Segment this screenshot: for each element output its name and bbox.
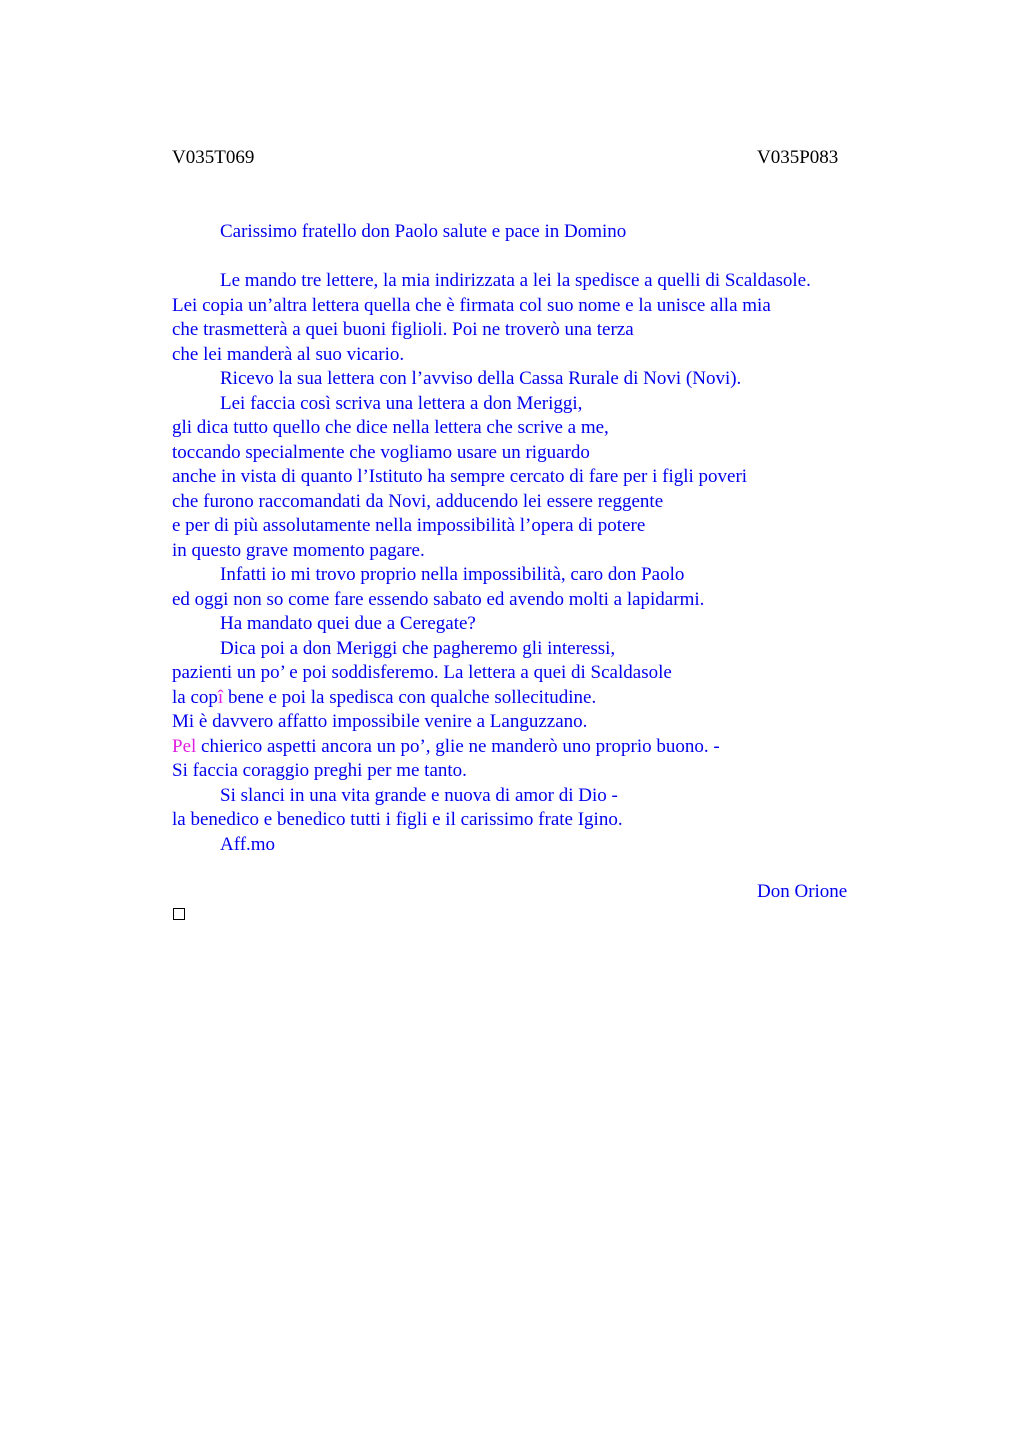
letter-line: Infatti io mi trovo proprio nella impossibilità, caro don Paolo: [220, 564, 685, 585]
letter-text: bene e poi la spedisca con qualche sollecitudine.: [223, 686, 597, 708]
letter-body: [172, 269, 892, 857]
highlighted-text: î: [217, 686, 224, 708]
letter-line: Ha mandato quei due a Ceregate?: [220, 613, 476, 634]
letter-signature: Don Orione: [757, 881, 848, 902]
document-code-right: V035P083: [757, 147, 839, 168]
letter-line: pazienti un po’ e poi soddisferemo. La lettera a quei di Scaldasole: [172, 662, 672, 683]
highlighted-text: Pel: [172, 735, 197, 757]
letter-line: che furono raccomandati da Novi, adducendo lei essere reggente: [172, 490, 664, 512]
letter-line: Lei copia un’altra lettera quella che è firmata col suo nome e la unisce alla mia: [172, 294, 771, 316]
letter-line: toccando specialmente che vogliamo usare un riguardo: [172, 441, 590, 463]
letter-salutation: Carissimo fratello don Paolo salute e pace in Domino: [220, 221, 627, 242]
document-code-left: V035T069: [172, 147, 255, 168]
letter-line: e per di più assolutamente nella impossibilità l’opera di potere: [172, 515, 646, 536]
letter-line: Mi è davvero affatto impossibile venire a Languzzano.: [172, 711, 588, 732]
letter-line: Si faccia coraggio preghi per me tanto.: [172, 760, 467, 781]
end-marker-icon: [173, 908, 185, 920]
letter-line: Dica poi a don Meriggi che pagheremo gli interessi,: [220, 637, 616, 659]
letter-text: chierico aspetti ancora un po’, glie ne manderò uno proprio buono. -: [196, 735, 720, 757]
letter-line: Lei faccia così scriva una lettera a don Meriggi,: [220, 392, 583, 414]
letter-line: [172, 686, 892, 711]
letter-line: ed oggi non so come fare essendo sabato ed avendo molti a lapidarmi.: [172, 588, 705, 610]
letter-line: che trasmetterà a quei buoni figlioli. Poi ne troverò una terza: [172, 319, 634, 340]
letter-line: che lei manderà al suo vicario.: [172, 343, 405, 365]
letter-line: anche in vista di quanto l’Istituto ha sempre cercato di fare per i figli poveri: [172, 466, 748, 487]
letter-text: la cop: [172, 686, 218, 708]
letter-line: in questo grave momento pagare.: [172, 539, 425, 561]
letter-line: [172, 735, 892, 760]
letter-line: gli dica tutto quello che dice nella lettera che scrive a me,: [172, 417, 609, 438]
letter-line: Si slanci in una vita grande e nuova di amor di Dio -: [220, 784, 618, 806]
letter-line: la benedico e benedico tutti i figli e il carissimo frate Igino.: [172, 809, 623, 830]
letter-line: Le mando tre lettere, la mia indirizzata a lei la spedisce a quelli di Scaldasole.: [220, 270, 811, 291]
letter-closing: Aff.mo: [220, 833, 276, 855]
letter-line: Ricevo la sua lettera con l’avviso della Cassa Rurale di Novi (Novi).: [220, 368, 742, 389]
